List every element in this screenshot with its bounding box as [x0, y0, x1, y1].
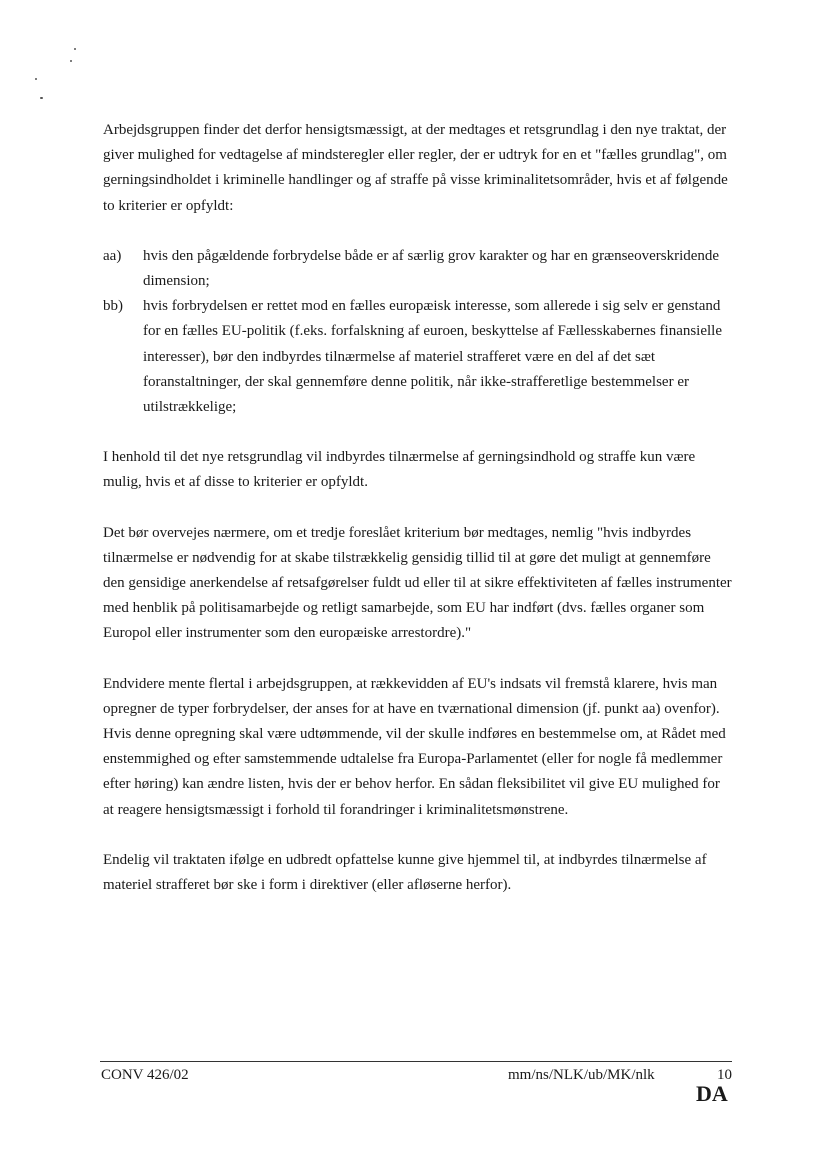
paragraph-directives: Endelig vil traktaten ifølge en udbredt opfattelse kunne give hjemmel til, at indbyrdes tilnærmelse af materiel strafferet bør ske i form i direktiver (eller afløserne herfor). — [103, 851, 707, 894]
footer-divider — [100, 1061, 732, 1062]
scan-speck — [35, 78, 37, 80]
document-reference: CONV 426/02 — [101, 1067, 189, 1083]
criterion-label: aa) — [103, 247, 122, 264]
intro-paragraph: Arbejdsgruppen finder det derfor hensigtsmæssigt, at der medtages et retsgrundlag i den nye traktat, der giver mulighed for vedtagelse af mindsteregler eller regler, der er udtryk for en et "fælles grundlag", om gerningsindholdet i kriminelle handlinger og af straffe på visse kriminalitetsområder, hvis et af følgende to kriterier er opfyldt: — [103, 122, 728, 214]
paragraph-legal-basis: I henhold til det nye retsgrundlag vil indbyrdes tilnærmelse af gerningsindhold og straffe kun være mulig, hvis et af disse to kriterier er opfyldt. — [103, 449, 696, 491]
document-body — [103, 118, 733, 923]
scan-speck — [40, 97, 43, 99]
scan-speck — [70, 60, 72, 62]
criterion-label: bb) — [103, 298, 123, 315]
scan-speck — [74, 48, 76, 50]
author-initials: mm/ns/NLK/ub/MK/nlk — [508, 1067, 655, 1083]
criterion-text: hvis den pågældende forbrydelse både er af særlig grov karakter og har en grænseoverskridende dimension; — [143, 247, 720, 290]
page-number: 10 — [717, 1067, 732, 1083]
criterion-aa — [103, 244, 733, 294]
language-code: DA — [696, 1081, 728, 1106]
paragraph-third-criterion: Det bør overvejes nærmere, om et tredje foreslået kriterium bør medtages, nemlig "hvis indbyrdes tilnærmelse er nødvendig for at skabe tilstrækkelig gensidig tillid til at gøre det muligt at gennemføre den gensidige anerkendelse af retsafgørelser fuldt ud eller til at sikre effektiviteten af fælles instrumenter med henblik på politisamarbejde og retligt samarbejde, som EU har indført (dvs. fælles organer som Europol eller instrumenter som den europæiske arrestordre)." — [103, 524, 732, 642]
criterion-bb — [103, 294, 733, 420]
paragraph-crime-list: Endvidere mente flertal i arbejdsgruppen, at rækkevidden af EU's indsats vil fremstå klarere, hvis man opregner de typer forbrydelser, der anses for at have en tværnational dimension (jf. punkt aa) ovenfor). Hvis denne opregning skal være udtømmende, vil der skulle indføres en bestemmelse om, at Rådet med enstemmighed og efter samstemmende udtalelse fra Europa-Parlamentet (eller for nogle få medlemmer efter høring) kan ændre listen, hvis der er behov herfor. En sådan fleksibilitet vil give EU mulighed for at reagere hensigtsmæssigt i forhold til forandringer i kriminalitetsmønstrene. — [103, 675, 726, 818]
criterion-text: hvis forbrydelsen er rettet mod en fælles europæisk interesse, som allerede i sig selv er genstand for en fælles EU-politik (f.eks. forfalskning af euroen, beskyttelse af Fællesskabernes finansielle interesser), bør den indbyrdes tilnærmelse af materiel strafferet være en del af det sæt foranstaltninger, der skal gennemføre denne politik, når ikke-strafferetlige bestemmelser er utilstrækkelige; — [143, 298, 723, 416]
criteria-list — [103, 244, 733, 420]
